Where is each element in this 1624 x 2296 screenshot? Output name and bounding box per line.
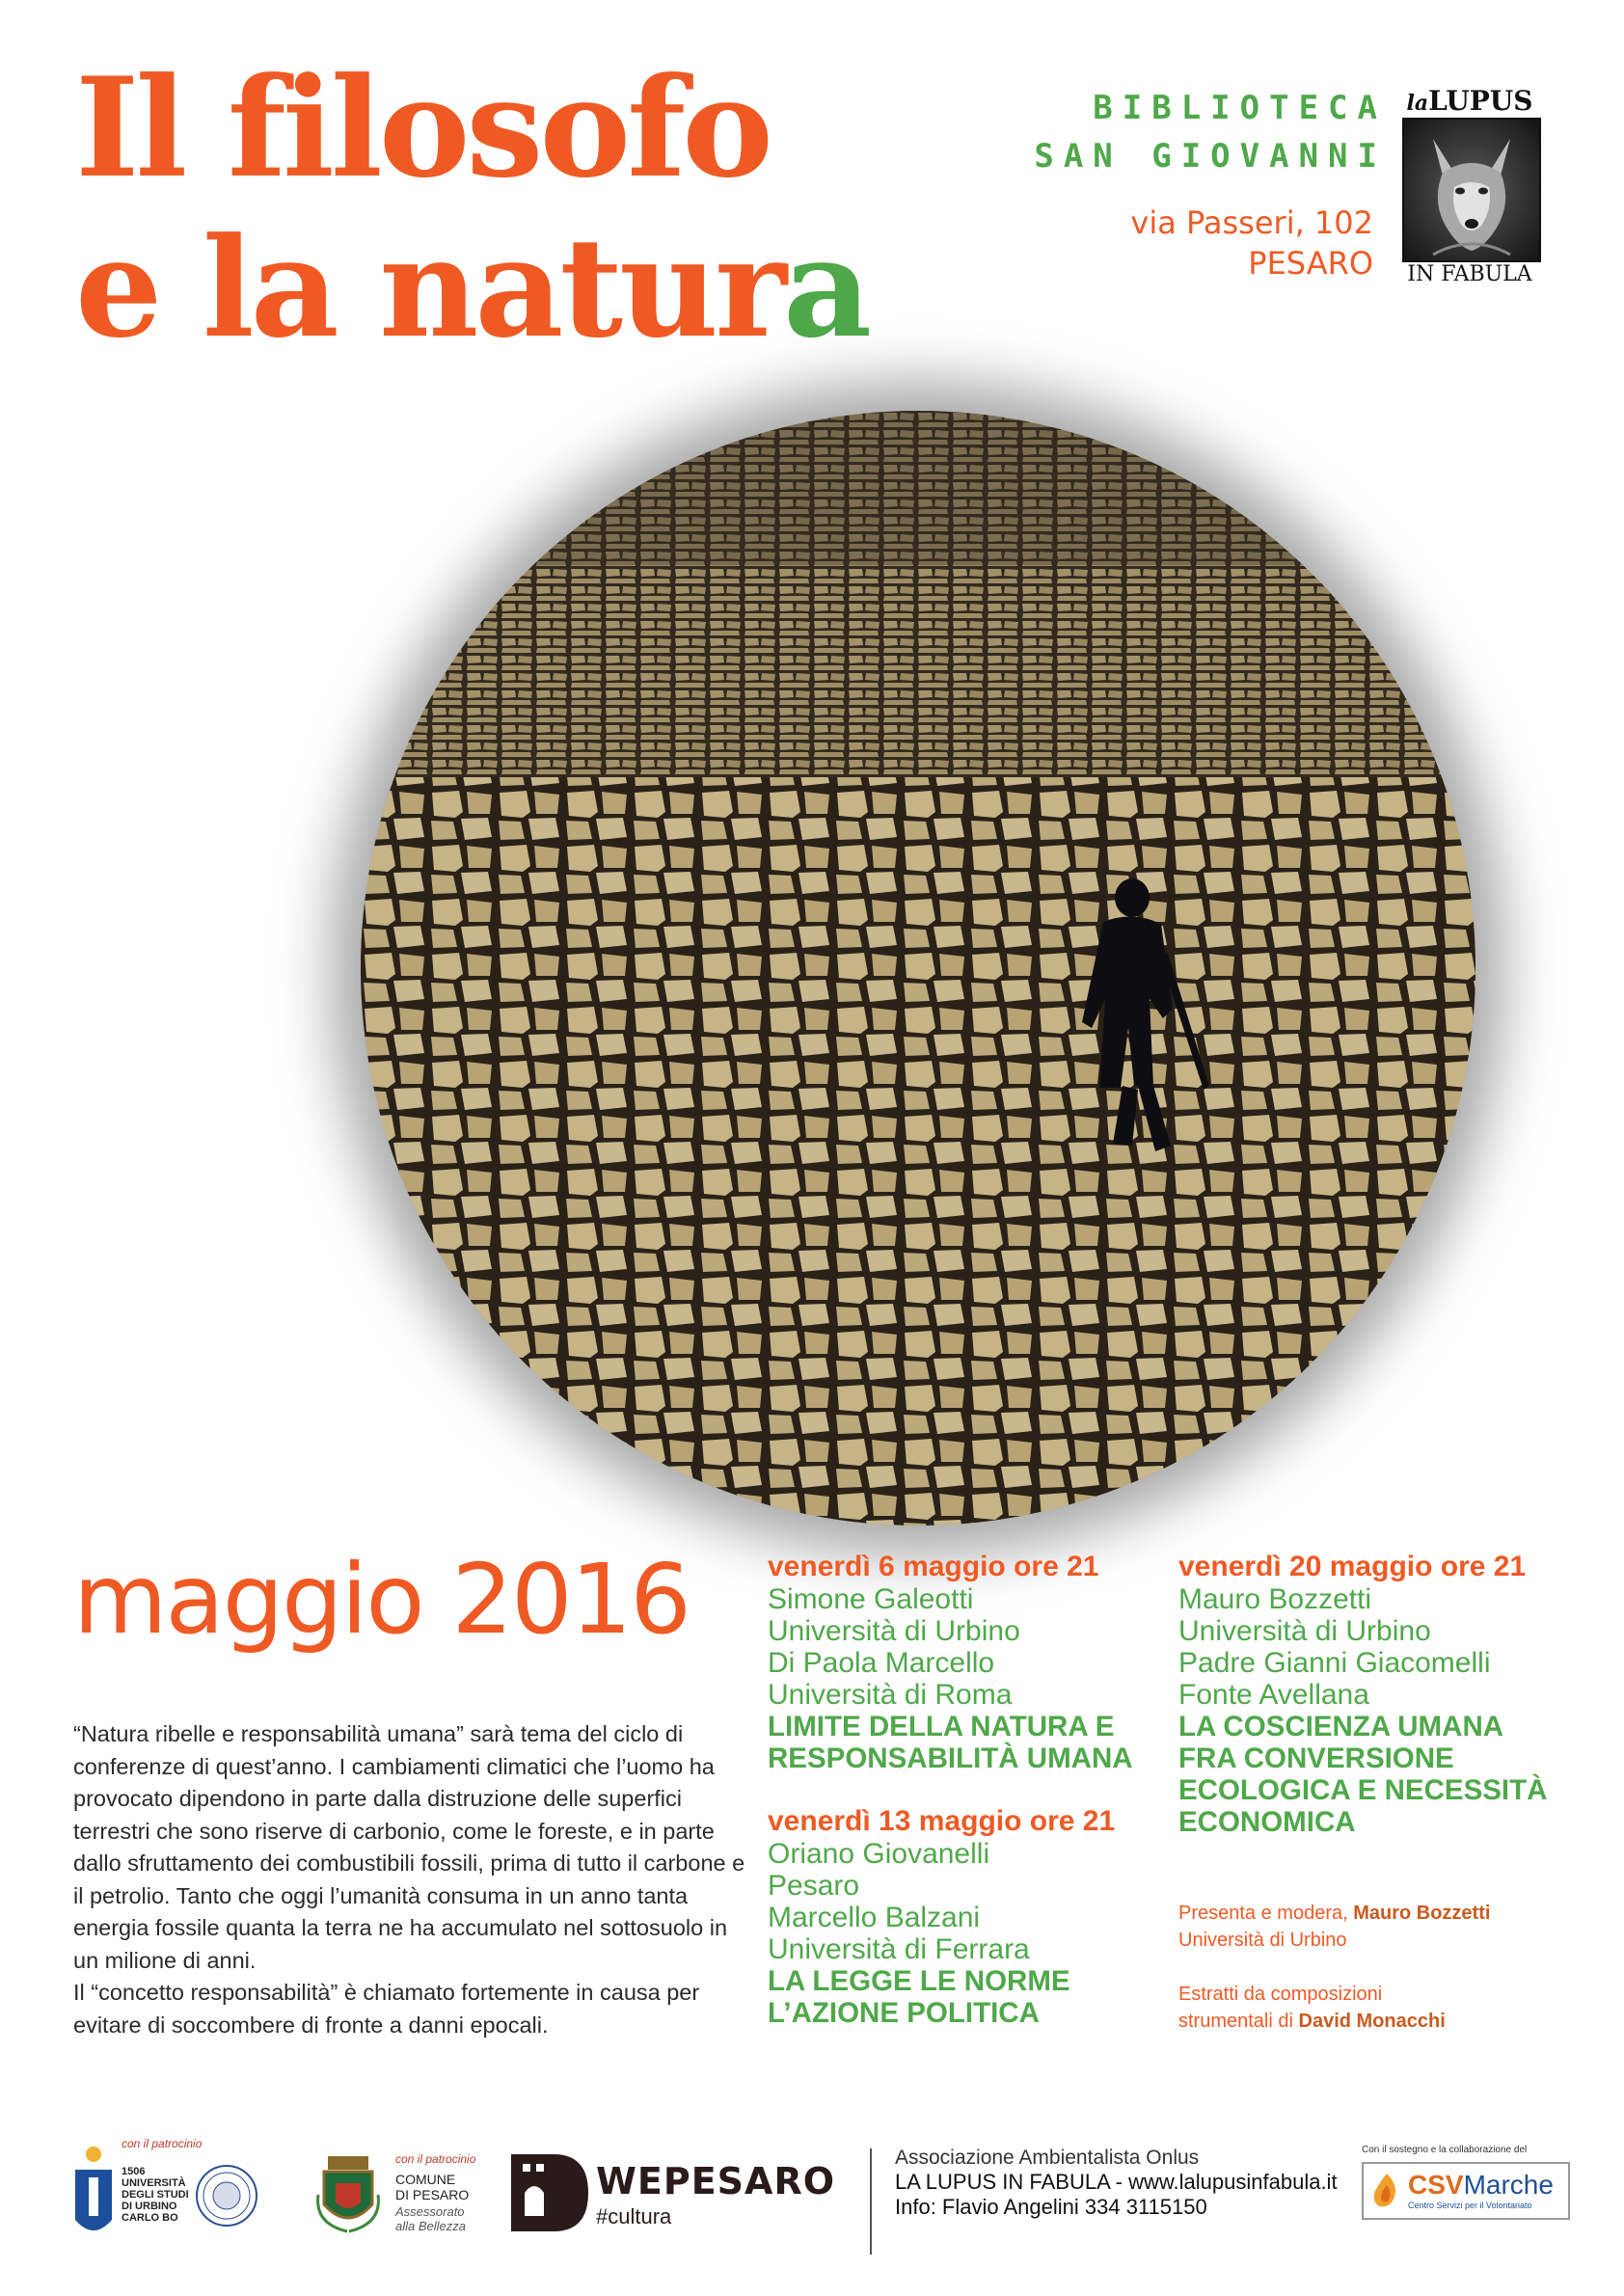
wepesaro-emblem-icon bbox=[511, 2154, 588, 2231]
event-topic-line: LIMITE DELLA NATURA E bbox=[768, 1711, 1115, 1742]
footer-divider bbox=[870, 2148, 872, 2255]
library-address-city: PESARO bbox=[1248, 245, 1373, 282]
csv-support-label: Con il sostegno e la collaborazione del bbox=[1362, 2145, 1528, 2155]
urbino-name-line: UNIVERSITÀ bbox=[122, 2177, 186, 2189]
association-type: Associazione Ambientalista Onlus bbox=[895, 2147, 1200, 2169]
event-topic-line: FRA CONVERSIONE bbox=[1178, 1742, 1454, 1774]
urbino-shield-icon bbox=[69, 2145, 118, 2245]
event-speaker: Mauro Bozzetti bbox=[1178, 1583, 1372, 1615]
urbino-patrocinio-label: con il patrocinio bbox=[122, 2137, 203, 2150]
lupus-logo-prefix: la bbox=[1406, 91, 1429, 116]
title-line-2-accent: a bbox=[783, 208, 869, 368]
urbino-year: 1506 bbox=[122, 2166, 146, 2177]
wepesaro-logo bbox=[511, 2147, 849, 2253]
event-month: maggio 2016 bbox=[73, 1543, 690, 1656]
urbino-name-line: DEGLI STUDI bbox=[122, 2189, 189, 2201]
event-topic-line: ECONOMICA bbox=[1178, 1806, 1356, 1838]
wolf-portrait-image bbox=[1402, 118, 1541, 262]
music-credit-note bbox=[1178, 1981, 1446, 2035]
moderator-note bbox=[1178, 1900, 1490, 1954]
event-speaker: Oriano Giovanelli bbox=[768, 1838, 990, 1870]
event-3 bbox=[1178, 1551, 1583, 1838]
csv-marche-logo bbox=[1362, 2145, 1574, 2260]
pesaro-sub-line: alla Bellezza bbox=[395, 2219, 466, 2233]
event-topic-line: LA COSCIENZA UMANA bbox=[1178, 1711, 1504, 1742]
intro-paragraph-2: Il “concetto responsabilità” è chiamato fortemente in causa per evitare di soccombere di fronte a danni epocali. bbox=[73, 1980, 700, 2038]
event-speaker: Padre Gianni Giacomelli bbox=[1178, 1647, 1491, 1679]
moderator-prefix: Presenta e modera, bbox=[1178, 1903, 1348, 1924]
lupus-logo-bottom-text: IN FABULA bbox=[1407, 262, 1532, 286]
event-affiliation: Pesaro bbox=[768, 1870, 860, 1902]
event-speaker: Simone Galeotti bbox=[768, 1583, 974, 1615]
music-credit-prefix: strumentali di bbox=[1178, 2011, 1293, 2032]
title-line-1 bbox=[75, 48, 770, 208]
wepesaro-name: WEPESARO bbox=[596, 2160, 836, 2202]
library-name-line-1: BIBLIOTECA bbox=[1093, 89, 1387, 127]
event-1 bbox=[768, 1551, 1211, 1774]
title-line-2-main: e la natur bbox=[75, 208, 784, 368]
event-affiliation: Fonte Avellana bbox=[1178, 1679, 1369, 1711]
title-line-1-text: Il filosofo bbox=[75, 48, 770, 208]
library-name-line-2: SAN GIOVANNI bbox=[1034, 137, 1387, 176]
urbino-seal-icon bbox=[195, 2164, 258, 2228]
music-credit-line-1: Estratti da composizioni bbox=[1178, 1984, 1383, 2005]
pesaro-name-line: DI PESARO bbox=[395, 2187, 470, 2202]
event-affiliation: Università di Ferrara bbox=[768, 1933, 1030, 1965]
event-2 bbox=[768, 1805, 1211, 2029]
pesaro-crest-icon bbox=[314, 2156, 382, 2233]
title-line-2 bbox=[75, 208, 869, 368]
event-affiliation: Università di Urbino bbox=[768, 1615, 1020, 1647]
pesaro-sub-line: Assessorato bbox=[395, 2204, 465, 2219]
urbino-name-line: CARLO BO bbox=[122, 2212, 178, 2224]
lupus-in-fabula-logo bbox=[1394, 85, 1545, 295]
cracked-earth-illustration bbox=[361, 411, 1475, 1526]
csv-name-a: CSV bbox=[1408, 2170, 1464, 2200]
lupus-logo-top-text bbox=[1394, 85, 1545, 117]
csv-flame-icon bbox=[1369, 2172, 1404, 2210]
library-address-street: via Passeri, 102 bbox=[1130, 204, 1373, 241]
association-contact: Info: Flavio Angelini 334 3115150 bbox=[895, 2195, 1207, 2219]
event-topic-line: ECOLOGICA E NECESSITÀ bbox=[1178, 1774, 1548, 1806]
wolf-icon bbox=[1404, 120, 1539, 260]
pesaro-patrocinio-label: con il patrocinio bbox=[395, 2152, 476, 2166]
event-speaker: Di Paola Marcello bbox=[768, 1647, 995, 1679]
association-name-website: LA LUPUS IN FABULA - www.lalupusinfabula.it bbox=[895, 2170, 1338, 2194]
csv-subtitle: Centro Servizi per il Volontariato bbox=[1408, 2201, 1532, 2210]
cracked-earth-photo bbox=[361, 411, 1475, 1526]
comune-di-pesaro-logo bbox=[314, 2137, 507, 2253]
event-topic-line: RESPONSABILITÀ UMANA bbox=[768, 1742, 1133, 1774]
wepesaro-tag: #cultura bbox=[596, 2204, 672, 2228]
event-speaker: Marcello Balzani bbox=[768, 1902, 981, 1933]
lupus-logo-main: LUPUS bbox=[1428, 85, 1533, 117]
intro-text bbox=[73, 1718, 748, 2041]
event-affiliation: Università di Urbino bbox=[1178, 1615, 1431, 1647]
intro-paragraph-1: “Natura ribelle e responsabilità umana” sarà tema del ciclo di conferenze di quest’anno. I cambiamenti climatici che l’uomo ha provocato dipendono in parte dalla distruzione delle superfici terrestri che sono riserve di carbonio, come le foreste, e in parte dallo sfruttamento dei combustibili fossili, prima di tutto il carbone e il petrolio. Tanto che oggi l’umanità consuma in un anno tanta energia fossile quanta la terra ne ha accumulato nel sottosuolo in un milione di anni. bbox=[73, 1721, 745, 1973]
music-credit-name: David Monacchi bbox=[1298, 2011, 1446, 2032]
event-topic-line: L’AZIONE POLITICA bbox=[768, 1997, 1040, 2029]
csv-box bbox=[1362, 2162, 1570, 2220]
urbino-university-logo bbox=[69, 2137, 262, 2253]
event-date: venerdì 20 maggio ore 21 bbox=[1178, 1551, 1527, 1582]
csv-name-b: Marche bbox=[1463, 2170, 1554, 2200]
pesaro-name-line: COMUNE bbox=[395, 2172, 456, 2187]
urbino-name-line: DI URBINO bbox=[122, 2201, 177, 2212]
association-info bbox=[895, 2147, 1348, 2220]
event-affiliation: Università di Roma bbox=[768, 1679, 1013, 1711]
moderator-affiliation: Università di Urbino bbox=[1178, 1930, 1347, 1951]
event-date: venerdì 6 maggio ore 21 bbox=[768, 1551, 1099, 1582]
moderator-name: Mauro Bozzetti bbox=[1353, 1903, 1491, 1924]
event-date: venerdì 13 maggio ore 21 bbox=[768, 1805, 1116, 1837]
event-topic-line: LA LEGGE LE NORME bbox=[768, 1965, 1070, 1997]
